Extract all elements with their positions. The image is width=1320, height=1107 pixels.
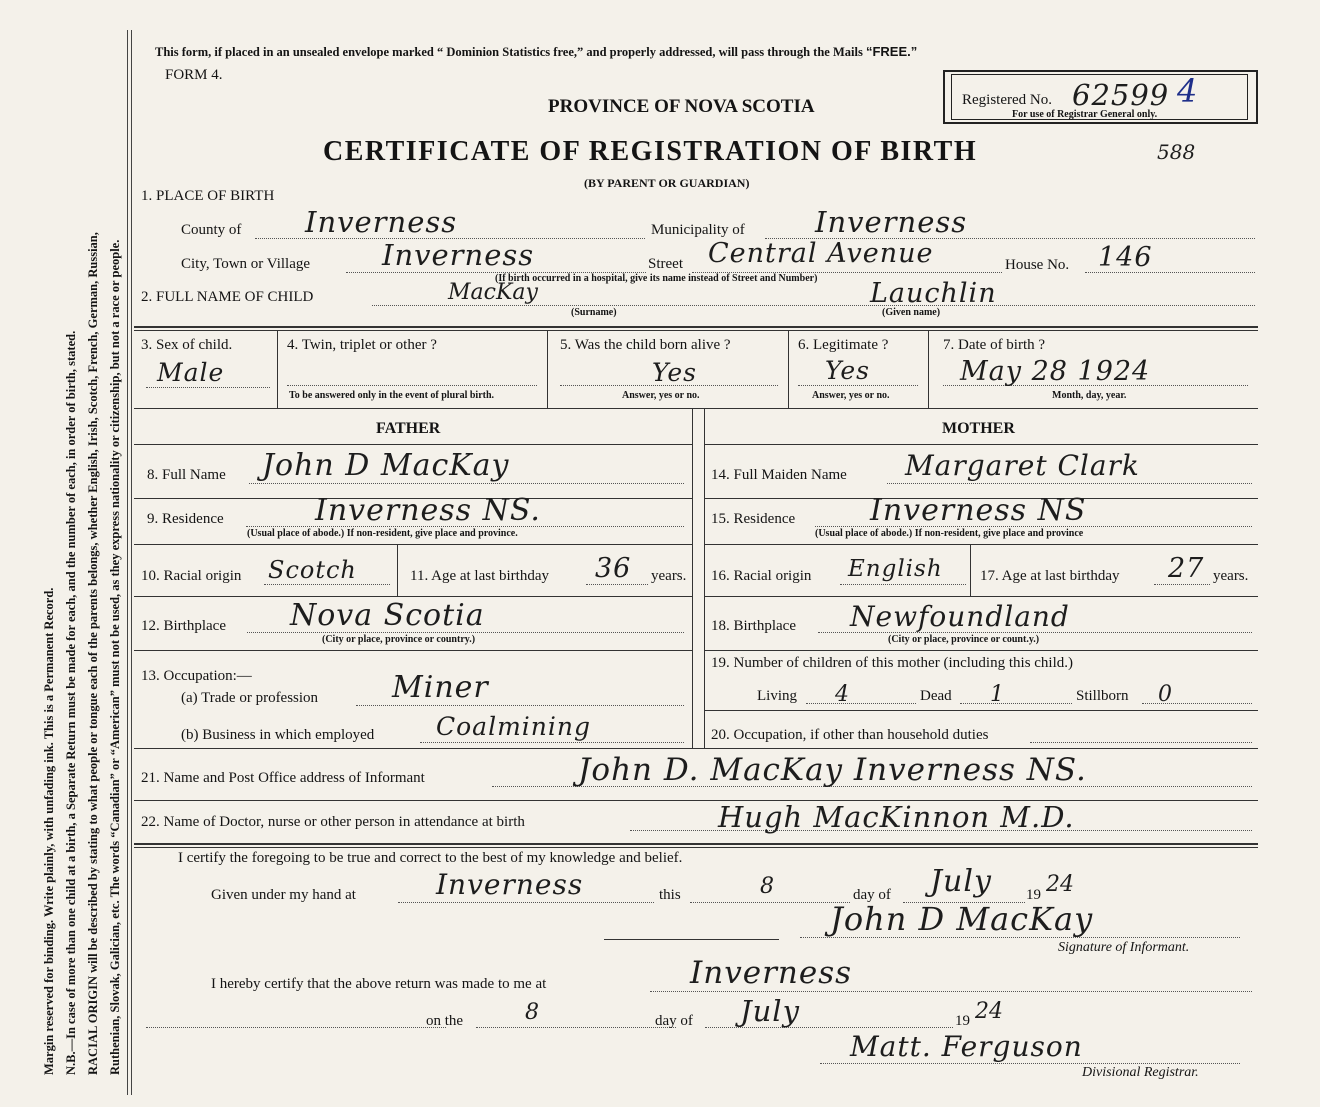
return-day: 8 xyxy=(525,1000,539,1025)
alive-label: 5. Was the child born alive ? xyxy=(560,337,731,353)
sex-label: 3. Sex of child. xyxy=(141,337,233,353)
surname-label: (Surname) xyxy=(571,307,617,318)
alive-value: Yes xyxy=(652,358,697,387)
father-birthplace: Nova Scotia xyxy=(290,598,485,633)
return-year-suffix: 24 xyxy=(975,999,1003,1024)
father-years-label: years. xyxy=(651,568,687,584)
mother-racial: English xyxy=(848,556,943,582)
registrar-signature: Matt. Ferguson xyxy=(850,1030,1083,1063)
stillborn-value: 0 xyxy=(1158,682,1172,707)
father-business: Coalmining xyxy=(436,712,591,741)
county-label: County of xyxy=(181,222,242,238)
postal-note: This form, if placed in an unsealed envelope marked “ Dominion Statistics free,” and properly addressed, will pass through the Mails “FREE.” xyxy=(155,44,918,59)
mother-racial-label: 16. Racial origin xyxy=(711,568,812,584)
father-trade: Miner xyxy=(392,670,489,705)
mother-birthplace: Newfoundland xyxy=(850,600,1070,633)
return-day-of-label: day of xyxy=(655,1013,693,1029)
informant-value: John D. MacKay Inverness NS. xyxy=(578,752,1087,788)
given-label: Given under my hand at xyxy=(211,887,356,903)
dob-note: Month, day, year. xyxy=(1052,390,1127,401)
binding-line-inner xyxy=(131,30,132,1095)
city-label: City, Town or Village xyxy=(181,256,311,272)
registrar-note: For use of Registrar General only. xyxy=(1012,109,1158,120)
municipality-label: Municipality of xyxy=(651,222,745,238)
margin-note-racial-origin: RACIAL ORIGIN will be described by stating to what people or tongue each of the parents belongs, whether English, Irish, Scotch, French, German, Russian, xyxy=(86,232,100,1075)
child-given-name: Lauchlin xyxy=(870,278,997,309)
this-label: this xyxy=(659,887,681,903)
father-residence: Inverness NS. xyxy=(315,493,541,528)
father-business-label: (b) Business in which employed xyxy=(181,727,375,743)
registered-box xyxy=(943,70,1258,124)
informant-signature: John D MacKay xyxy=(830,900,1094,938)
given-year-prefix: 19 xyxy=(1026,887,1041,903)
mother-residence: Inverness NS xyxy=(870,493,1087,528)
place-of-birth-label: 1. PLACE OF BIRTH xyxy=(141,188,275,204)
legitimate-note: Answer, yes or no. xyxy=(812,390,890,401)
child-name-label: 2. FULL NAME OF CHILD xyxy=(141,289,314,305)
father-age-label: 11. Age at last birthday xyxy=(410,568,549,584)
corner-mark: 588 xyxy=(1157,140,1196,164)
signature-label: Signature of Informant. xyxy=(1058,940,1190,955)
stillborn-label: Stillborn xyxy=(1076,688,1129,704)
father-birthplace-note: (City or place, province or country.) xyxy=(322,634,476,645)
mother-birthplace-label: 18. Birthplace xyxy=(711,618,796,634)
father-residence-label: 9. Residence xyxy=(147,511,224,527)
mother-residence-label: 15. Residence xyxy=(711,511,796,527)
given-month: July xyxy=(930,864,992,899)
given-year-suffix: 24 xyxy=(1046,872,1074,897)
living-label: Living xyxy=(757,688,797,704)
mother-name-label: 14. Full Maiden Name xyxy=(711,467,847,483)
father-age: 36 xyxy=(595,553,632,584)
father-residence-note: (Usual place of abode.) If non-resident, give place and province. xyxy=(247,528,518,539)
registered-number: 62599 xyxy=(1072,78,1170,112)
mother-children-label: 19. Number of children of this mother (including this child.) xyxy=(711,655,1074,671)
sex-value: Male xyxy=(157,358,225,387)
father-heading: FATHER xyxy=(376,420,441,437)
informant-label: 21. Name and Post Office address of Informant xyxy=(141,770,425,786)
given-place: Inverness xyxy=(436,868,584,901)
mother-name: Margaret Clark xyxy=(905,449,1140,482)
house-value: 146 xyxy=(1098,242,1153,273)
binding-line xyxy=(127,30,128,1095)
return-year-prefix: 19 xyxy=(955,1013,970,1029)
on-the-label: on the xyxy=(426,1013,464,1029)
mother-occupation-label: 20. Occupation, if other than household duties xyxy=(711,727,989,743)
hospital-note: (If birth occurred in a hospital, give its name instead of Street and Number) xyxy=(495,273,818,284)
mother-heading: MOTHER xyxy=(942,420,1015,437)
given-day: 8 xyxy=(760,874,774,899)
child-surname: MacKay xyxy=(448,280,538,305)
given-name-label: (Given name) xyxy=(882,307,941,318)
mother-residence-note: (Usual place of abode.) If non-resident, give place and province xyxy=(815,528,1084,539)
mother-age-label: 17. Age at last birthday xyxy=(980,568,1120,584)
alive-note: Answer, yes or no. xyxy=(622,390,700,401)
doctor-label: 22. Name of Doctor, nurse or other person in attendance at birth xyxy=(141,814,525,830)
return-month: July xyxy=(740,994,800,1028)
street-value: Central Avenue xyxy=(708,238,934,269)
certify-statement: I certify the foregoing to be true and correct to the best of my knowledge and belief. xyxy=(178,850,683,866)
city-value: Inverness xyxy=(382,238,535,272)
margin-note-binding: Margin reserved for binding. Write plainly, with unfading ink. This is a Permanent Record. xyxy=(42,587,56,1075)
father-occupation-label: 13. Occupation:— xyxy=(141,668,252,684)
registrar-label: Divisional Registrar. xyxy=(1082,1065,1199,1080)
father-trade-label: (a) Trade or profession xyxy=(181,690,319,706)
father-name: John D MacKay xyxy=(262,448,510,483)
legitimate-label: 6. Legitimate ? xyxy=(798,337,889,353)
father-name-label: 8. Full Name xyxy=(147,467,226,483)
father-racial-label: 10. Racial origin xyxy=(141,568,242,584)
doctor-value: Hugh MacKinnon M.D. xyxy=(718,800,1075,834)
mother-age: 27 xyxy=(1168,553,1205,584)
registered-label: Registered No. xyxy=(962,92,1052,108)
return-place: Inverness xyxy=(690,955,853,991)
certificate-subtitle: (BY PARENT OR GUARDIAN) xyxy=(584,176,750,190)
dob-value: May 28 1924 xyxy=(960,356,1151,387)
return-label: I hereby certify that the above return was made to me at xyxy=(211,976,547,992)
day-of-label: day of xyxy=(853,887,891,903)
twin-label: 4. Twin, triplet or other ? xyxy=(287,337,437,353)
twin-note: To be answered only in the event of plural birth. xyxy=(289,390,495,401)
margin-note-nationality: Ruthenian, Slovak, Galician, etc. The words “Canadian” or “American” must not be used, as they express nationality or citizenship, but not a race or people. xyxy=(108,239,122,1075)
certificate-title: CERTIFICATE OF REGISTRATION OF BIRTH xyxy=(323,136,978,167)
father-racial: Scotch xyxy=(268,556,357,584)
dead-label: Dead xyxy=(920,688,952,704)
dead-value: 1 xyxy=(990,682,1004,707)
form-number: FORM 4. xyxy=(165,67,223,83)
mother-birthplace-note: (City or place, province or count.y.) xyxy=(888,634,1040,645)
dob-label: 7. Date of birth ? xyxy=(943,337,1046,353)
legitimate-value: Yes xyxy=(825,356,870,385)
mother-years-label: years. xyxy=(1213,568,1249,584)
father-birthplace-label: 12. Birthplace xyxy=(141,618,226,634)
street-label: Street xyxy=(648,256,683,272)
county-value: Inverness xyxy=(305,205,458,239)
margin-note-plural-birth: N.B.—In case of more than one child at a birth, a Separate Return must be made for each, and the number of each, in order of birth, stated. xyxy=(64,330,78,1075)
house-label: House No. xyxy=(1005,257,1070,273)
living-value: 4 xyxy=(835,682,849,707)
municipality-value: Inverness xyxy=(815,205,968,239)
registered-mark: 4 xyxy=(1177,72,1199,110)
province-title: PROVINCE OF NOVA SCOTIA xyxy=(548,96,815,117)
